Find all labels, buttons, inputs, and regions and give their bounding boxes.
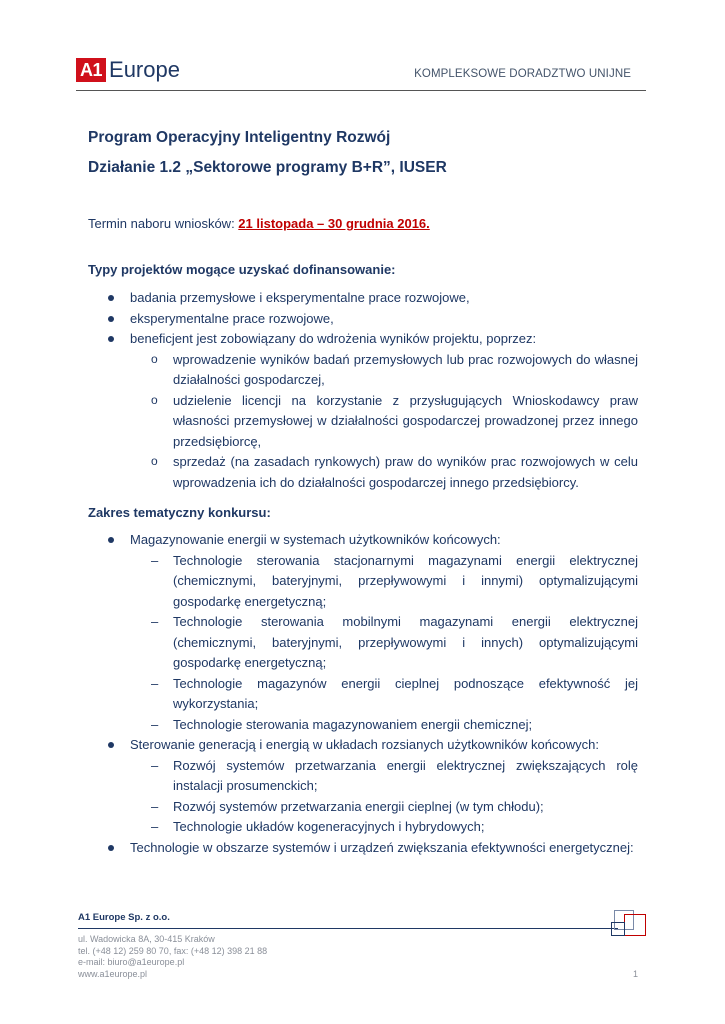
sub-list-item: – Technologie układów kogeneracyjnych i hybrydowych; — [0, 817, 725, 838]
dash-bullet-icon: – — [151, 675, 159, 691]
dash-bullet-icon: – — [151, 552, 159, 568]
footer-phone: tel. (+48 12) 259 80 70, fax: (+48 12) 398 21 88 — [78, 945, 268, 956]
action-title: Działanie 1.2 „Sektorowe programy B+R”, IUSER — [88, 159, 447, 176]
footer-address: ul. Wadowicka 8A, 30-415 Kraków — [78, 934, 215, 944]
circle-bullet-icon: o — [151, 454, 158, 468]
scope-list — [0, 530, 725, 858]
bullet-icon — [108, 742, 114, 748]
dash-bullet-icon: – — [151, 798, 159, 814]
logo-badge: A1 — [76, 58, 106, 82]
deadline-dates: 21 listopada – 30 grudnia 2016. — [238, 216, 430, 231]
circle-bullet-icon: o — [151, 392, 158, 407]
list-item: badania przemysłowe i eksperymentalne prace rozwojowe, — [0, 288, 725, 309]
dash-bullet-icon: – — [151, 819, 159, 834]
program-title: Program Operacyjny Inteligentny Rozwój — [88, 129, 391, 146]
footer-square-icon — [611, 922, 625, 936]
footer-square-icon — [624, 914, 646, 936]
sub-list-item: o wprowadzenie wyników badań przemysłowych lub prac rozwojowych do własnej działalności gospodarczej, — [0, 350, 725, 391]
sub-list-item: o sprzedaż (na zasadach rynkowych) praw do wyników prac rozwojowych w celu wprowadzenia ich do działalności gospodarczej innego przedsiębiorcy. — [0, 452, 725, 493]
circle-bullet-icon: o — [151, 351, 158, 366]
list-item: beneficjent jest zobowiązany do wdrożenia wyników projektu, poprzez: — [0, 329, 725, 350]
a1-europe-logo — [76, 58, 180, 82]
footer-divider — [78, 928, 618, 929]
list-item: Technologie w obszarze systemów i urządzeń zwiększania efektywności energetycznej: — [0, 838, 725, 859]
footer-contact — [78, 934, 267, 980]
footer-company: A1 Europe Sp. z o.o. — [78, 912, 170, 923]
sub-list-item: – Rozwój systemów przetwarzania energii elektrycznej zwiększających rolę instalacji prosumenckich; — [151, 757, 638, 793]
logo-text: Europe — [109, 57, 180, 82]
list-item: Magazynowanie energii w systemach użytkowników końcowych: — [0, 530, 725, 551]
list-item: Sterowanie generacją i energią w układach rozsianych użytkowników końcowych: — [0, 735, 725, 756]
bullet-icon — [108, 316, 114, 322]
sub-list-item: – Technologie sterowania stacjonarnymi magazynami energii elektrycznej (chemicznymi, bateryjnymi, przepływowymi i innymi) optymalizującymi gospodarkę energetyczną; — [151, 552, 638, 609]
header-divider — [76, 90, 646, 91]
sub-list-item: – Rozwój systemów przetwarzania energii cieplnej (w tym chłodu); — [0, 797, 725, 818]
footer-email[interactable]: e-mail: biuro@a1europe.pl — [78, 957, 185, 967]
deadline-label: Termin naboru wniosków: — [88, 216, 239, 231]
project-types-list — [0, 288, 725, 493]
sub-list-item: – Technologie sterowania mobilnymi magazynami energii elektrycznej (chemicznymi, bateryjnymi, przepływowymi i innych) optymalizującymi gospodarkę energetyczną; — [151, 614, 638, 670]
bullet-icon — [108, 336, 114, 342]
sub-list-item: – Technologie magazynów energii cieplnej podnoszące efektywność jej wykorzystania; — [151, 675, 638, 711]
header-tagline: KOMPLEKSOWE DORADZTWO UNIJNE — [414, 68, 631, 80]
dash-bullet-icon: – — [151, 716, 159, 732]
scope-heading: Zakres tematyczny konkursu: — [88, 505, 271, 520]
list-item: eksperymentalne prace rozwojowe, — [0, 309, 725, 330]
page-number: 1 — [633, 969, 639, 979]
application-deadline — [88, 216, 430, 231]
sub-list-item: o udzielenie licencji na korzystanie z przysługujących Wnioskodawcy praw własności przemysłowej w działalności gospodarczej prowadzonej przez innego przedsiębiorcę, — [0, 391, 725, 453]
bullet-icon — [108, 845, 114, 851]
bullet-icon — [108, 295, 114, 301]
project-types-heading: Typy projektów mogące uzyskać dofinansowanie: — [88, 262, 396, 277]
dash-bullet-icon: – — [151, 614, 159, 629]
bullet-icon — [108, 537, 114, 543]
sub-list-item: – Technologie sterowania magazynowaniem energii chemicznej; — [0, 715, 725, 736]
dash-bullet-icon: – — [151, 757, 159, 773]
footer-website[interactable]: www.a1europe.pl — [78, 968, 148, 979]
